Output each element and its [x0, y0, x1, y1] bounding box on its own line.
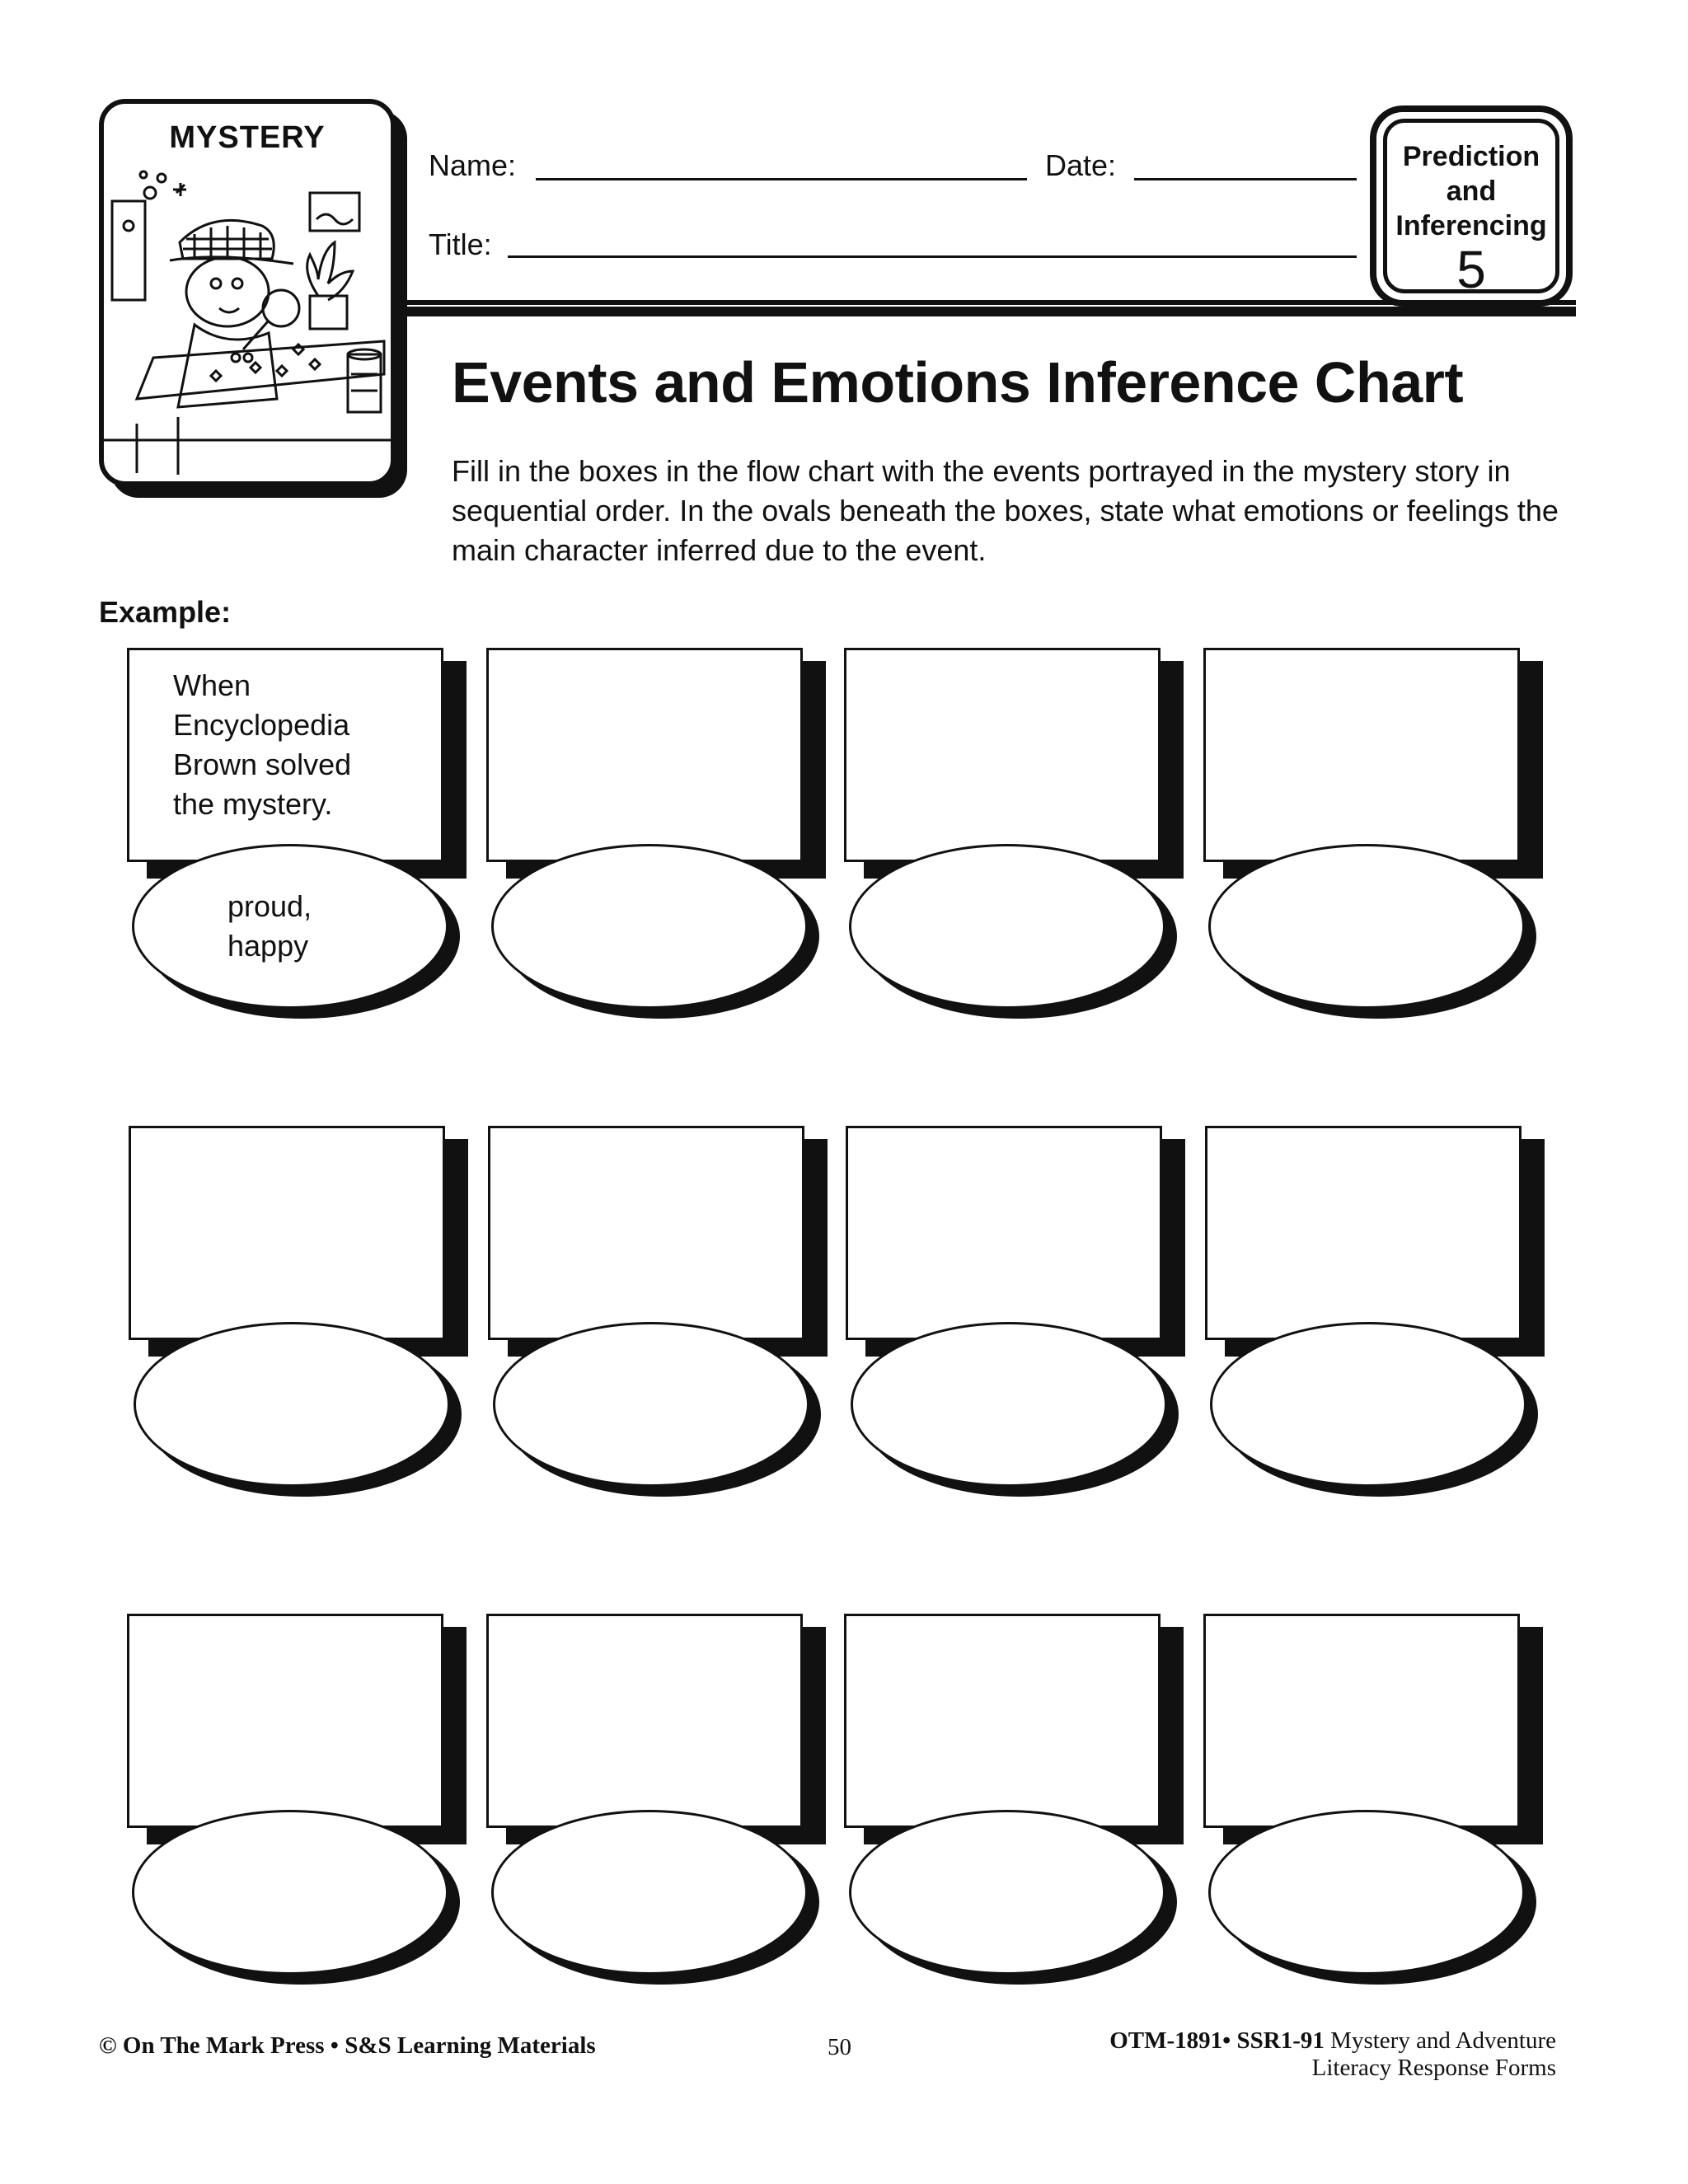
- example-event-line: Encyclopedia: [173, 708, 350, 742]
- emotion-oval[interactable]: [493, 1322, 809, 1487]
- footer-series: [1109, 2027, 1556, 2082]
- title-field[interactable]: [508, 255, 1357, 258]
- chart-cell[interactable]: [488, 1126, 834, 1464]
- footer-copyright-text: © On The Mark Press • S&S Learning Materials: [99, 2032, 596, 2059]
- chart-cell[interactable]: [1205, 1126, 1551, 1464]
- event-box[interactable]: [844, 1614, 1160, 1828]
- footer-copyright: [99, 2032, 596, 2060]
- event-box[interactable]: [486, 1614, 803, 1828]
- chart-cell[interactable]: [1203, 648, 1550, 986]
- chart-cell[interactable]: [844, 1614, 1190, 1952]
- example-event-line: When: [173, 668, 251, 702]
- emotion-oval[interactable]: [491, 844, 808, 1009]
- event-box[interactable]: [844, 648, 1160, 862]
- event-box[interactable]: [486, 648, 803, 862]
- skill-line-2: and: [1446, 176, 1497, 207]
- genre-title: MYSTERY: [169, 120, 326, 155]
- page-title: Events and Emotions Inference Chart: [452, 350, 1464, 415]
- footer-series-line1: [1109, 2027, 1556, 2055]
- chart-cell[interactable]: [127, 1614, 473, 1952]
- header-rule-shadow: [396, 307, 1576, 316]
- event-box[interactable]: [127, 1614, 443, 1828]
- name-label: Name:: [429, 148, 517, 182]
- footer-series-name: Mystery and Adventure: [1330, 2027, 1556, 2054]
- chart-cell[interactable]: [844, 648, 1190, 986]
- chart-cell[interactable]: [129, 1126, 475, 1464]
- emotion-oval[interactable]: [132, 1810, 448, 1975]
- example-emotion-text: [227, 887, 312, 966]
- chart-cell[interactable]: [486, 648, 832, 986]
- example-emotion-line: happy: [227, 929, 309, 963]
- title-label: Title:: [429, 227, 492, 261]
- emotion-oval[interactable]: [851, 1322, 1167, 1487]
- example-emotion-line: proud,: [227, 889, 312, 923]
- example-event-line: the mystery.: [173, 787, 333, 821]
- skill-badge: [1370, 105, 1573, 307]
- event-box[interactable]: [488, 1126, 804, 1340]
- chart-cell[interactable]: [486, 1614, 832, 1952]
- page-number: 50: [828, 2034, 851, 2060]
- genre-card: [99, 99, 396, 486]
- skill-line-1: Prediction: [1402, 141, 1540, 172]
- name-field[interactable]: [536, 178, 1027, 180]
- skill-line-3: Inferencing: [1395, 210, 1547, 241]
- event-box[interactable]: [129, 1126, 445, 1340]
- date-field[interactable]: [1134, 178, 1357, 180]
- emotion-oval[interactable]: [849, 844, 1165, 1009]
- skill-number: 5: [1456, 240, 1486, 299]
- date-label: Date:: [1045, 148, 1117, 182]
- emotion-oval[interactable]: [1208, 844, 1525, 1009]
- genre-card-face: [99, 99, 396, 486]
- chart-cell[interactable]: [846, 1126, 1192, 1464]
- footer-series-line2: Literacy Response Forms: [1311, 2055, 1556, 2081]
- footer-code: OTM-1891• SSR1-91: [1109, 2027, 1325, 2054]
- emotion-oval[interactable]: [491, 1810, 808, 1975]
- emotion-oval[interactable]: [1210, 1322, 1526, 1487]
- example-event-line: Brown solved: [173, 748, 352, 781]
- skill-badge-inner: [1383, 119, 1559, 299]
- emotion-oval[interactable]: [134, 1322, 450, 1487]
- event-box[interactable]: [846, 1126, 1162, 1340]
- chart-cell[interactable]: [1203, 1614, 1550, 1952]
- example-label: Example:: [99, 595, 232, 629]
- example-event-text: [173, 666, 351, 824]
- event-box[interactable]: [1203, 648, 1520, 862]
- event-box[interactable]: [1203, 1614, 1520, 1828]
- detective-illustration: [104, 160, 391, 481]
- emotion-oval[interactable]: [1208, 1810, 1525, 1975]
- event-box[interactable]: [1205, 1126, 1522, 1340]
- emotion-oval[interactable]: [849, 1810, 1165, 1975]
- instructions: Fill in the boxes in the flow chart with the events portrayed in the mystery story in sequential order. In the ovals beneath the boxes, state what emotions or feelings the main character inferred due to the event.: [452, 454, 1559, 567]
- example-cell: [127, 648, 473, 986]
